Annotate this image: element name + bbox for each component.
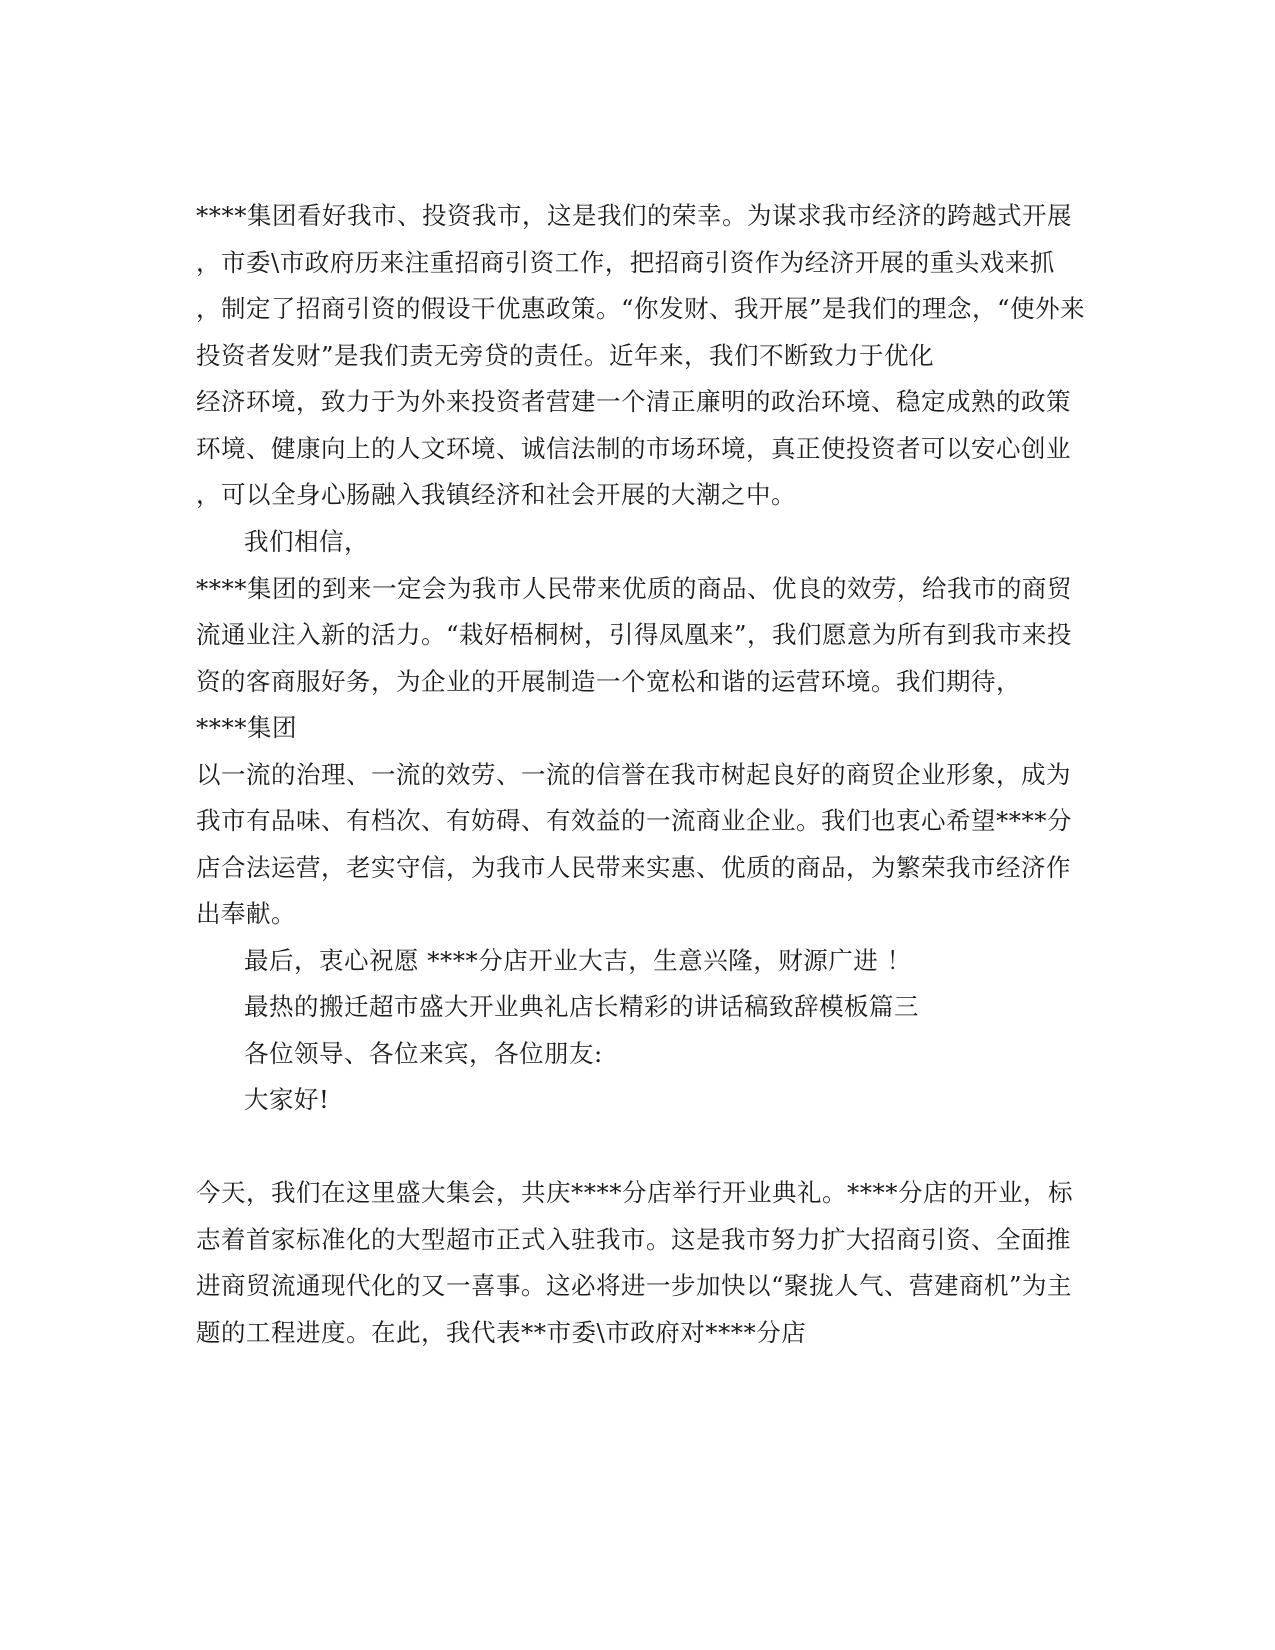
text-line: 进商贸流通现代化的又一喜事。这必将进一步加快以“聚拢人气、营建商机”为主	[196, 1271, 1073, 1300]
text-line: ****集团看好我市、投资我市，这是我们的荣幸。为谋求我市经济的跨越式开展	[196, 201, 1072, 230]
text-line: ，市委\市政府历来注重招商引资工作，把招商引资作为经济开展的重头戏来抓	[196, 248, 1055, 277]
salutation: 各位领导、各位来宾，各位朋友:	[244, 1039, 603, 1068]
text-line: 资的客商服好务，为企业的开展制造一个宽松和谐的运营环境。我们期待，	[196, 667, 1021, 696]
text-line: 出奉献。	[196, 899, 296, 928]
text-line: 我市有品味、有档次、有妨碍、有效益的一流商业企业。我们也衷心希望****分	[196, 806, 1072, 835]
text-line: 志着首家标准化的大型超市正式入驻我市。这是我市努力扩大招商引资、全面推	[196, 1225, 1071, 1254]
text-line: 今天，我们在这里盛大集会，共庆****分店举行开业典礼。****分店的开业，标	[196, 1178, 1073, 1207]
text-line: ****集团的到来一定会为我市人民带来优质的商品、优良的效劳，给我市的商贸	[196, 574, 1072, 603]
text-line: ，可以全身心肠融入我镇经济和社会开展的大潮之中。	[196, 480, 796, 509]
text-line: 题的工程进度。在此，我代表**市委\市政府对****分店	[196, 1318, 807, 1347]
text-line: 经济环境，致力于为外来投资者营建一个清正廉明的政治环境、稳定成熟的政策	[196, 387, 1071, 416]
text-line: 店合法运营，老实守信，为我市人民带来实惠、优质的商品，为繁荣我市经济作	[196, 853, 1071, 882]
section-heading: 最热的搬迁超市盛大开业典礼店长精彩的讲话稿致辞模板篇三	[244, 992, 919, 1021]
text-line: 最后，衷心祝愿 ****分店开业大吉，生意兴隆，财源广进 ！	[244, 946, 912, 975]
text-line: 投资者发财”是我们责无旁贷的责任。近年来，我们不断致力于优化	[196, 341, 935, 370]
text-line: ，制定了招商引资的假设干优惠政策。“你发财、我开展”是我们的理念，“使外来	[196, 294, 1086, 323]
text-line: 我们相信，	[244, 527, 369, 556]
text-line: 流通业注入新的活力。“栽好梧桐树，引得凤凰来”，我们愿意为所有到我市来投	[196, 620, 1073, 649]
text-line: ****集团	[196, 713, 297, 742]
text-line: 环境、健康向上的人文环境、诚信法制的市场环境，真正使投资者可以安心创业	[196, 434, 1071, 463]
text-line: 以一流的治理、一流的效劳、一流的信誉在我市树起良好的商贸企业形象，成为	[196, 760, 1071, 789]
greeting: 大家好!	[244, 1085, 330, 1114]
